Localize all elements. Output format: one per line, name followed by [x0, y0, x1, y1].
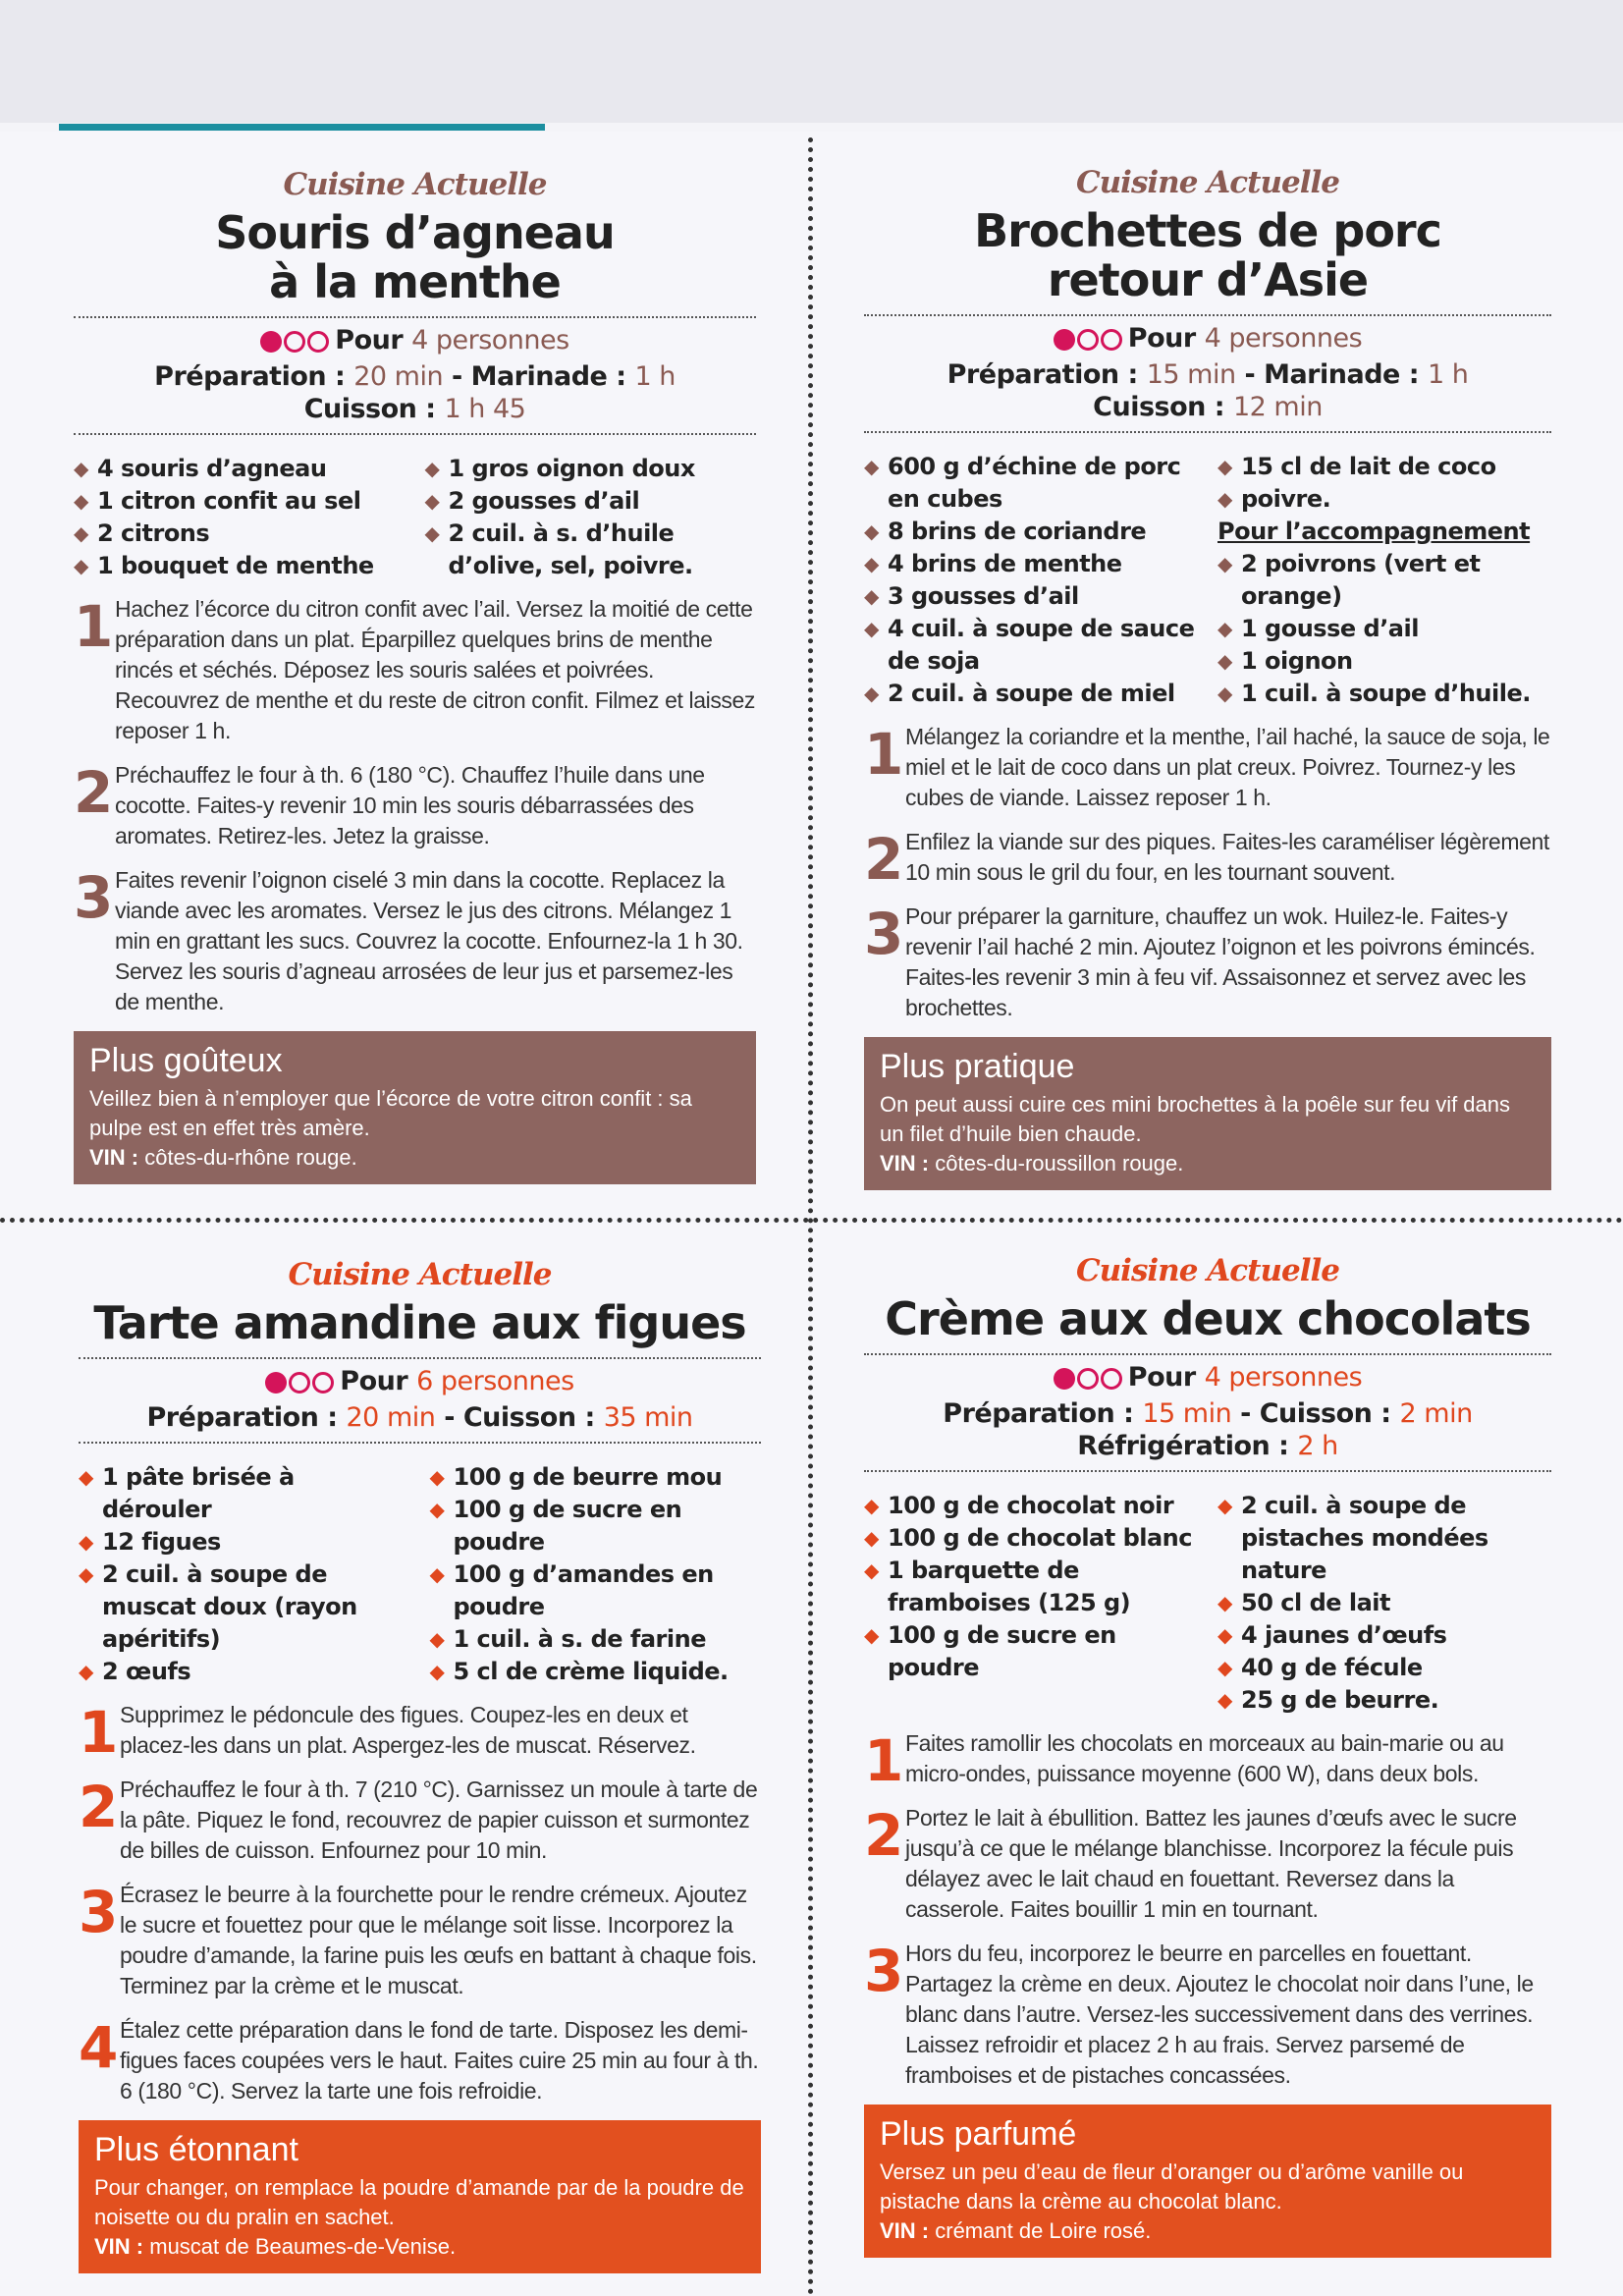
- step-number: 2: [79, 1774, 118, 1840]
- diamond-bullet-icon: ◆: [864, 552, 879, 575]
- step-text: Écrasez le beurre à la fourchette pour le rendre crémeux. Ajoutez le sucre et fouettez pour que le mélange soit lisse. Incorporez la poudre d’amande, la farine puis les œufs en battant à chaque fois. Terminez par la crème et le muscat.: [120, 1882, 757, 1998]
- prep-label: Préparation :: [943, 1398, 1134, 1429]
- ingredient-item: [79, 1526, 410, 1558]
- ingredient-item: [430, 1558, 762, 1623]
- ingredient-text: poivre.: [1241, 485, 1331, 513]
- ingredient-item: [425, 518, 757, 582]
- wine-value: crémant de Loire rosé.: [935, 2218, 1152, 2243]
- ingredients: [864, 1490, 1551, 1717]
- ingredient-text: 2 œufs: [102, 1658, 191, 1685]
- ingredient-text: 4 souris d’agneau: [97, 455, 327, 482]
- step-1: [864, 722, 1551, 813]
- ingredients-right: [1217, 1490, 1551, 1717]
- cook-label: Cuisson :: [303, 394, 436, 424]
- difficulty-dot-full-icon: [1054, 329, 1075, 351]
- recipe-meta: [79, 1357, 761, 1444]
- prep-label: Préparation :: [947, 359, 1138, 390]
- step-number: 1: [79, 1699, 118, 1766]
- diamond-bullet-icon: ◆: [1217, 487, 1232, 511]
- cook-line: [864, 1430, 1551, 1462]
- ingredient-item: [864, 580, 1198, 613]
- vertical-cut-line: [808, 137, 813, 2296]
- ingredient-text: 100 g de chocolat blanc: [888, 1524, 1192, 1552]
- ingredients: [79, 1461, 761, 1688]
- recipe-meta: [864, 314, 1551, 433]
- tip-box: [79, 2120, 761, 2273]
- extra-value: 1 h: [1427, 359, 1469, 390]
- ingredients-left: [864, 1490, 1217, 1717]
- step-number: 2: [864, 1802, 903, 1869]
- step-1: [79, 1699, 761, 1766]
- diamond-bullet-icon: ◆: [1217, 1591, 1232, 1614]
- difficulty-dot-full-icon: [260, 331, 282, 353]
- extra-value: 2 min: [1399, 1398, 1473, 1429]
- ingredient-item: [864, 1619, 1198, 1684]
- ingredient-text: 4 jaunes d’œufs: [1241, 1621, 1447, 1649]
- step-2: [74, 760, 756, 851]
- step-text: Faites ramollir les chocolats en morceaux au bain-marie ou au micro-ondes, puissance moyenne (600 W), dans deux bols.: [905, 1730, 1504, 1786]
- step-1: [74, 594, 756, 746]
- tip-text: Veillez bien à n’employer que l’écorce de votre citron confit : sa pulpe est en effet très amère.: [89, 1086, 692, 1140]
- step-text: Faites revenir l’oignon ciselé 3 min dans la cocotte. Replacez la viande avec les aromates. Versez le jus des citrons. Mélangez 1 min en grattant les sucs. Couvrez la cocotte. Enfournez-la 1 h 30. Servez les souris d’agneau arrosées de leur jus et parsemez-les de menthe.: [115, 867, 743, 1014]
- diamond-bullet-icon: ◆: [79, 1530, 93, 1554]
- servings-value: 4 personnes: [411, 325, 569, 355]
- brand-logo: Cuisine Actuelle: [1075, 165, 1340, 200]
- recipe-title-line: Crème aux deux chocolats: [885, 1292, 1531, 1345]
- ingredient-item: [79, 1558, 410, 1656]
- diamond-bullet-icon: ◆: [864, 1526, 879, 1550]
- ingredient-text: 4 brins de menthe: [888, 550, 1122, 577]
- difficulty-dot-empty-icon: [1077, 1368, 1099, 1390]
- wine-label: VIN :: [94, 2234, 144, 2259]
- ingredient-item: [74, 550, 406, 582]
- ingredient-text: 100 g d’amandes en poudre: [453, 1560, 714, 1620]
- recipe-card-brochettes: [864, 165, 1551, 1190]
- cook-line: [864, 391, 1551, 423]
- diamond-bullet-icon: ◆: [74, 489, 88, 513]
- cook-label: Cuisson :: [1093, 392, 1225, 422]
- step-text: Supprimez le pédoncule des figues. Coupez-les en deux et placez-les dans un plat. Aspergez-les de muscat. Réservez.: [120, 1702, 696, 1758]
- step-2: [864, 1803, 1551, 1925]
- difficulty-dot-empty-icon: [1101, 329, 1122, 351]
- ingredient-text: 2 poivrons (vert et orange): [1241, 550, 1481, 610]
- tip-text: Versez un peu d’eau de fleur d’oranger ou d’arôme vanille ou pistache dans la crème au chocolat blanc.: [880, 2159, 1464, 2214]
- recipe-title-line: à la menthe: [269, 255, 561, 308]
- servings-label: Pour: [340, 1366, 408, 1396]
- diamond-bullet-icon: ◆: [424, 521, 440, 545]
- step-text: Étalez cette préparation dans le fond de tarte. Disposez les demi-figues faces coupées vers le haut. Faites cuire 25 min au four à th. 6 (180 °C). Servez la tarte une fois refroidie.: [120, 2017, 759, 2104]
- ingredient-item: [74, 485, 406, 518]
- servings-line: [864, 322, 1551, 358]
- step-text: Hachez l’écorce du citron confit avec l’ail. Versez la moitié de cette préparation dans un plat. Éparpillez quelques brins de menthe rincés et séchés. Déposez les souris salées et poivrées. Recouvrez de menthe et du reste de citron confit. Filmez et laissez reposer 1 h.: [115, 596, 756, 743]
- diamond-bullet-icon: ◆: [1217, 1656, 1232, 1679]
- step-3: [864, 902, 1551, 1023]
- diamond-bullet-icon: ◆: [1217, 552, 1232, 575]
- ingredient-text: 1 citron confit au sel: [97, 487, 361, 515]
- step-text: Portez le lait à ébullition. Battez les jaunes d’œufs avec le sucre jusqu’à ce que le mélange blanchisse. Incorporez la fécule puis délayez avec le lait chaud en fouettant. Reversez dans la casserole. Faites bouillir 1 min en tournant.: [905, 1805, 1517, 1922]
- prep-value: 20 min: [353, 361, 444, 392]
- servings-value: 6 personnes: [416, 1366, 574, 1396]
- tip-box: [864, 1037, 1551, 1190]
- cook-value: 12 min: [1232, 392, 1323, 422]
- prep-value: 15 min: [1142, 1398, 1232, 1429]
- tip-title: Plus étonnant: [94, 2131, 298, 2168]
- ingredient-text: 100 g de chocolat noir: [888, 1492, 1174, 1519]
- ingredient-item: [1217, 1619, 1551, 1652]
- ingredient-text: 600 g d’échine de porc en cubes: [888, 453, 1181, 513]
- recipe-title: [79, 1298, 761, 1347]
- diamond-bullet-icon: ◆: [864, 455, 879, 478]
- ingredient-item: [1217, 645, 1551, 678]
- ingredient-item: [74, 518, 406, 550]
- step-number: 3: [79, 1879, 118, 1945]
- recipe-title-line: Brochettes de porc: [974, 204, 1441, 257]
- ingredient-item: [864, 1522, 1198, 1555]
- diamond-bullet-icon: ◆: [79, 1660, 93, 1683]
- extra-value: 1 h: [634, 361, 676, 392]
- cook-label: Réfrigération :: [1077, 1431, 1289, 1461]
- step-number: 2: [864, 826, 903, 893]
- tip-text: On peut aussi cuire ces mini brochettes à la poêle sur feu vif dans un filet d’huile bien chaude.: [880, 1092, 1511, 1146]
- diamond-bullet-icon: ◆: [79, 1562, 93, 1586]
- accompaniment-heading: [1217, 516, 1551, 548]
- brand-logo: Cuisine Actuelle: [288, 1257, 552, 1292]
- ingredient-text: 1 bouquet de menthe: [97, 552, 374, 579]
- diamond-bullet-icon: ◆: [74, 457, 88, 480]
- ingredient-item: [1217, 1652, 1551, 1684]
- step-text: Enfilez la viande sur des piques. Faites-les caraméliser légèrement 10 min sous le gril du four, en les tournant souvent.: [905, 829, 1549, 885]
- wine-pairing: [880, 1149, 1536, 1178]
- ingredient-text: 2 cuil. à soupe de muscat doux (rayon apéritifs): [102, 1560, 357, 1653]
- wine-label: VIN :: [880, 1151, 930, 1175]
- ingredient-item: [864, 548, 1198, 580]
- ingredient-text: 50 cl de lait: [1241, 1589, 1390, 1616]
- step-text: Préchauffez le four à th. 6 (180 °C). Chauffez l’huile dans une cocotte. Faites-y revenir 10 min les souris débarrassées des aromates. Retirez-les. Jetez la graisse.: [115, 762, 705, 848]
- diamond-bullet-icon: ◆: [864, 682, 879, 705]
- ingredient-text: 4 cuil. à soupe de sauce de soja: [888, 615, 1195, 675]
- step-3: [74, 865, 756, 1017]
- diamond-bullet-icon: ◆: [864, 617, 879, 640]
- tip-title: Plus pratique: [880, 1048, 1075, 1085]
- ingredient-text: 15 cl de lait de coco: [1241, 453, 1496, 480]
- diamond-bullet-icon: ◆: [424, 457, 440, 480]
- tip-title: Plus parfumé: [880, 2115, 1077, 2153]
- diamond-bullet-icon: ◆: [1217, 455, 1232, 478]
- ingredient-item: [1217, 451, 1551, 483]
- tip-box: [74, 1031, 756, 1184]
- difficulty-dot-empty-icon: [1101, 1368, 1122, 1390]
- servings-line: [79, 1365, 761, 1401]
- extra-label: - Cuisson :: [444, 1402, 595, 1433]
- ingredient-item: [79, 1461, 410, 1526]
- servings-line: [864, 1361, 1551, 1397]
- diamond-bullet-icon: ◆: [1217, 649, 1232, 673]
- diamond-bullet-icon: ◆: [864, 584, 879, 608]
- step-2: [864, 826, 1551, 893]
- ingredient-item: [430, 1623, 762, 1656]
- step-number: 2: [74, 759, 113, 826]
- time-line: [864, 358, 1551, 391]
- ingredient-item: [1217, 548, 1551, 613]
- ingredient-item: [430, 1461, 762, 1494]
- diamond-bullet-icon: ◆: [429, 1465, 445, 1489]
- step-number: 1: [864, 721, 903, 788]
- wine-label: VIN :: [880, 2218, 930, 2243]
- tip-title: Plus goûteux: [89, 1042, 283, 1079]
- ingredients-left: [864, 451, 1217, 710]
- servings-label: Pour: [1127, 1362, 1196, 1393]
- wine-pairing: [89, 1143, 740, 1173]
- difficulty-dots-icon: [265, 1369, 336, 1401]
- wine-label: VIN :: [89, 1145, 139, 1170]
- diamond-bullet-icon: ◆: [74, 521, 88, 545]
- diamond-bullet-icon: ◆: [864, 1494, 879, 1517]
- ingredient-item: [864, 1490, 1198, 1522]
- diamond-bullet-icon: ◆: [1217, 1688, 1232, 1712]
- diamond-bullet-icon: ◆: [79, 1465, 93, 1489]
- diamond-bullet-icon: ◆: [1217, 617, 1232, 640]
- ingredient-text: 2 cuil. à soupe de pistaches mondées nature: [1241, 1492, 1488, 1584]
- ingredient-text: 5 cl de crème liquide.: [453, 1658, 729, 1685]
- difficulty-dots-icon: [260, 328, 331, 360]
- wine-value: côtes-du-roussillon rouge.: [935, 1151, 1184, 1175]
- ingredient-text: 2 cuil. à soupe de miel: [888, 680, 1175, 707]
- diamond-bullet-icon: ◆: [1217, 682, 1232, 705]
- extra-label: - Marinade :: [451, 361, 626, 392]
- ingredients: [864, 451, 1551, 710]
- ingredient-text: 100 g de beurre mou: [453, 1463, 723, 1491]
- ingredient-item: [425, 485, 757, 518]
- ingredient-text: 1 oignon: [1241, 647, 1353, 675]
- step-number: 1: [864, 1727, 903, 1794]
- step-text: Pour préparer la garniture, chauffez un wok. Huilez-le. Faites-y revenir l’ail haché 2 min. Ajoutez l’oignon et les poivrons émincés. Faites-les revenir 3 min à feu vif. Assaisonnez et servez avec les brochettes.: [905, 903, 1536, 1020]
- step-1: [864, 1727, 1551, 1794]
- servings-value: 4 personnes: [1204, 1362, 1363, 1393]
- recipe-title-line: retour d’Asie: [1047, 253, 1369, 306]
- difficulty-dot-empty-icon: [289, 1372, 310, 1394]
- ingredient-item: [79, 1656, 410, 1688]
- ingredient-text: 25 g de beurre.: [1241, 1686, 1439, 1714]
- step-2: [79, 1775, 761, 1866]
- ingredient-text: 2 gousses d’ail: [448, 487, 640, 515]
- ingredient-item: [74, 453, 406, 485]
- recipe-meta: [74, 316, 756, 435]
- diamond-bullet-icon: ◆: [429, 1562, 445, 1586]
- ingredient-item: [1217, 1490, 1551, 1587]
- diamond-bullet-icon: ◆: [864, 1558, 879, 1582]
- servings-label: Pour: [1127, 323, 1196, 354]
- ingredient-item: [864, 1555, 1198, 1619]
- recipe-title: [864, 206, 1551, 304]
- recipe-title: [74, 208, 756, 306]
- cook-value: 1 h 45: [444, 394, 526, 424]
- diamond-bullet-icon: ◆: [864, 1623, 879, 1647]
- recipe-card-souris: [74, 167, 756, 1184]
- step-text: Préchauffez le four à th. 7 (210 °C). Garnissez un moule à tarte de la pâte. Piquez le fond, recouvrez de papier cuisson et surmontez de billes de cuisson. Enfournez pour 10 min.: [120, 1777, 758, 1863]
- step-3: [864, 1939, 1551, 2091]
- step-text: Hors du feu, incorporez le beurre en parcelles en fouettant. Partagez la crème en deux. Ajoutez le chocolat noir dans l’une, le blanc dans l’autre. Versez-les successivement dans des verrines. Laissez refroidir et placez 2 h au frais. Servez parsemé de framboises et de pistaches concassées.: [905, 1941, 1534, 2088]
- ingredients-left: [79, 1461, 430, 1688]
- wine-pairing: [880, 2216, 1536, 2246]
- extra-value: 35 min: [603, 1402, 693, 1433]
- cook-line: [74, 393, 756, 425]
- ingredient-item: [425, 453, 757, 485]
- wine-value: muscat de Beaumes-de-Venise.: [149, 2234, 457, 2259]
- ingredient-text: 2 citrons: [97, 519, 210, 547]
- step-number: 3: [864, 1938, 903, 2004]
- diamond-bullet-icon: ◆: [429, 1627, 445, 1651]
- prep-label: Préparation :: [154, 361, 346, 392]
- time-line: [864, 1397, 1551, 1430]
- recipe-card-tarte: [79, 1257, 761, 2273]
- recipe-meta: [864, 1353, 1551, 1472]
- time-line: [79, 1401, 761, 1434]
- ingredient-item: [1217, 678, 1551, 710]
- diamond-bullet-icon: ◆: [1217, 1623, 1232, 1647]
- diamond-bullet-icon: ◆: [429, 1660, 445, 1683]
- ingredient-item: [1217, 483, 1551, 516]
- recipe-title-line: Souris d’agneau: [215, 206, 615, 259]
- step-number: 3: [74, 864, 113, 931]
- diamond-bullet-icon: ◆: [864, 519, 879, 543]
- ingredient-text: 1 barquette de framboises (125 g): [888, 1557, 1131, 1616]
- time-line: [74, 360, 756, 393]
- ingredient-text: 8 brins de coriandre: [888, 518, 1147, 545]
- recipe-title: [864, 1294, 1551, 1343]
- servings-value: 4 personnes: [1204, 323, 1363, 354]
- ingredient-text: 3 gousses d’ail: [888, 582, 1079, 610]
- ingredient-item: [864, 451, 1198, 516]
- ingredients-right: [425, 453, 757, 582]
- prep-value: 20 min: [346, 1402, 436, 1433]
- difficulty-dot-full-icon: [265, 1372, 287, 1394]
- difficulty-dots-icon: [1054, 326, 1124, 358]
- brand-logo: Cuisine Actuelle: [1075, 1253, 1340, 1288]
- prep-value: 15 min: [1146, 359, 1236, 390]
- ingredients-right: [430, 1461, 762, 1688]
- difficulty-dot-empty-icon: [284, 331, 305, 353]
- ingredient-item: [864, 613, 1198, 678]
- difficulty-dot-empty-icon: [307, 331, 329, 353]
- ingredient-text: 1 gros oignon doux: [448, 455, 695, 482]
- ingredient-text: 1 cuil. à s. de farine: [453, 1625, 706, 1653]
- ingredient-text: 1 pâte brisée à dérouler: [102, 1463, 295, 1523]
- wine-value: côtes-du-rhône rouge.: [144, 1145, 357, 1170]
- diamond-bullet-icon: ◆: [74, 554, 88, 577]
- recipe-card-creme: [864, 1253, 1551, 2258]
- ingredient-item: [430, 1494, 762, 1558]
- ingredient-item: [1217, 613, 1551, 645]
- ingredient-text: 1 cuil. à soupe d’huile.: [1241, 680, 1531, 707]
- cook-value: 2 h: [1297, 1431, 1338, 1461]
- servings-line: [74, 324, 756, 360]
- tip-box: [864, 2105, 1551, 2258]
- step-4: [79, 2015, 761, 2106]
- step-text: Mélangez la coriandre et la menthe, l’ail haché, la sauce de soja, le miel et le lait de coco dans un plat creux. Poivrez. Tournez-y les cubes de viande. Laissez reposer 1 h.: [905, 724, 1550, 810]
- prep-label: Préparation :: [146, 1402, 338, 1433]
- accompaniment-label: Pour l’accompagnement: [1217, 518, 1531, 545]
- tip-text: Pour changer, on remplace la poudre d’amande par de la poudre de noisette ou du pralin en sachet.: [94, 2175, 744, 2229]
- step-number: 3: [864, 901, 903, 967]
- brand-logo: Cuisine Actuelle: [283, 167, 547, 202]
- ingredients-left: [74, 453, 425, 582]
- teal-accent-bar: [59, 124, 545, 131]
- diamond-bullet-icon: ◆: [1217, 1494, 1232, 1517]
- ingredient-item: [1217, 1684, 1551, 1717]
- ingredients: [74, 453, 756, 582]
- ingredient-item: [864, 678, 1198, 710]
- difficulty-dots-icon: [1054, 1365, 1124, 1397]
- difficulty-dot-empty-icon: [312, 1372, 334, 1394]
- extra-label: - Cuisson :: [1240, 1398, 1391, 1429]
- ingredient-item: [1217, 1587, 1551, 1619]
- ingredient-text: 40 g de fécule: [1241, 1654, 1423, 1681]
- step-number: 4: [79, 2014, 118, 2081]
- ingredient-item: [864, 516, 1198, 548]
- ingredient-text: 100 g de sucre en poudre: [453, 1496, 682, 1556]
- difficulty-dot-full-icon: [1054, 1368, 1075, 1390]
- page-top-margin: [0, 0, 1623, 123]
- ingredients-right: [1217, 451, 1551, 710]
- recipe-title-line: Tarte amandine aux figues: [93, 1296, 746, 1349]
- servings-label: Pour: [335, 325, 404, 355]
- diamond-bullet-icon: ◆: [424, 489, 440, 513]
- wine-pairing: [94, 2232, 745, 2262]
- difficulty-dot-empty-icon: [1077, 329, 1099, 351]
- extra-label: - Marinade :: [1244, 359, 1420, 390]
- ingredient-text: 1 gousse d’ail: [1241, 615, 1419, 642]
- diamond-bullet-icon: ◆: [429, 1498, 445, 1521]
- horizontal-cut-line: [0, 1218, 1623, 1223]
- ingredient-text: 100 g de sucre en poudre: [888, 1621, 1116, 1681]
- step-number: 1: [74, 593, 113, 660]
- ingredient-text: 2 cuil. à s. d’huile d’olive, sel, poivre.: [448, 519, 693, 579]
- ingredient-text: 12 figues: [102, 1528, 221, 1556]
- step-3: [79, 1880, 761, 2001]
- ingredient-item: [430, 1656, 762, 1688]
